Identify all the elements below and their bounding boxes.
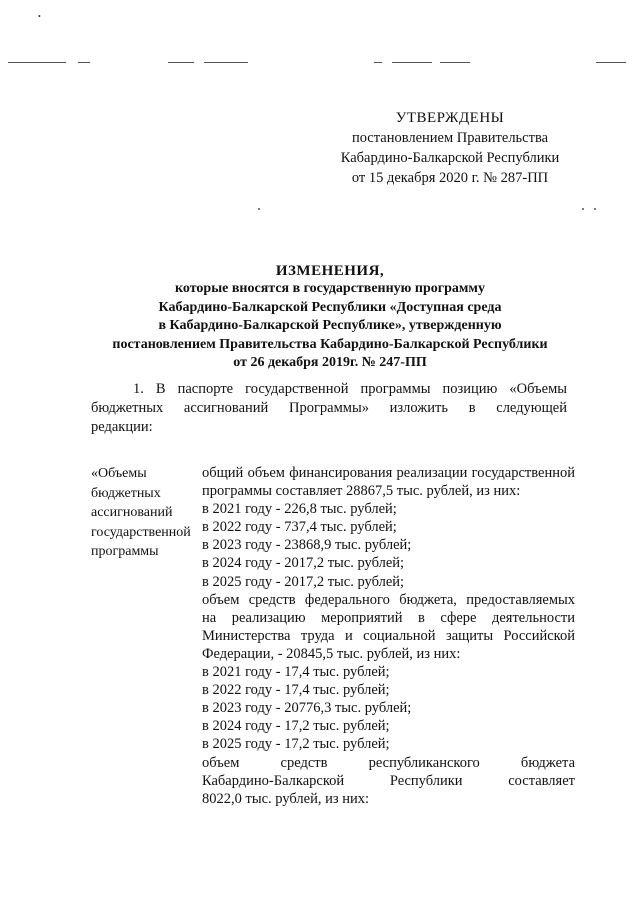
intro-paragraph <box>91 380 567 436</box>
document-title <box>80 262 580 372</box>
passport-value-line: Федерации, - 20845,5 тыс. рублей, из них: <box>202 645 461 662</box>
passport-value-line: объем средств республиканского бюджета <box>202 754 575 771</box>
passport-value-line: Кабардино-Балкарской Республики составляет <box>202 772 575 789</box>
title-line: которые вносятся в государственную программу <box>175 281 485 297</box>
passport-value-line: в 2023 году - 20776,3 тыс. рублей; <box>202 700 412 717</box>
scan-line <box>168 62 194 63</box>
passport-value-line: в 2021 году - 17,4 тыс. рублей; <box>202 664 390 681</box>
passport-value-line: в 2022 году - 737,4 тыс. рублей; <box>202 519 397 536</box>
passport-value-line: в 2021 году - 226,8 тыс. рублей; <box>202 501 397 518</box>
passport-value-line: в 2023 году - 23868,9 тыс. рублей; <box>202 537 412 554</box>
scan-line <box>440 62 470 63</box>
scan-line <box>78 62 90 63</box>
passport-label-line: программы <box>91 544 159 559</box>
scan-dot <box>582 208 584 210</box>
passport-label <box>91 464 195 562</box>
passport-value-line: в 2022 году - 17,4 тыс. рублей; <box>202 682 390 699</box>
passport-value-line: 8022,0 тыс. рублей, из них: <box>202 790 369 807</box>
approval-block <box>330 108 570 188</box>
passport-value-line: объем средств федерального бюджета, предоставляемых <box>202 591 575 608</box>
scan-line <box>596 62 626 63</box>
passport-label-line: государственной <box>91 524 191 540</box>
passport-value-line: общий объем финансирования реализации государственной <box>202 465 575 481</box>
title-line: постановлением Правительства Кабардино-Балкарской Республики <box>112 336 548 352</box>
scan-line <box>392 62 432 63</box>
title-line: от 26 декабря 2019г. № 247-ПП <box>233 355 427 371</box>
scan-line <box>8 62 66 63</box>
approval-line: постановлением Правительства <box>351 130 549 146</box>
title-heading: ИЗМЕНЕНИЯ, <box>275 263 385 279</box>
passport-value-line: на реализацию мероприятий в сфере деятельности <box>202 609 575 626</box>
passport-value <box>202 464 575 808</box>
scan-line <box>374 62 382 63</box>
passport-label-line: бюджетных <box>91 485 161 501</box>
approval-line: от 15 декабря 2020 г. № 287-ПП <box>351 170 549 186</box>
scan-line <box>204 62 248 63</box>
passport-value-line: в 2024 году - 2017,2 тыс. рублей; <box>202 555 405 572</box>
title-line: Кабардино-Балкарской Республики «Доступная среда <box>158 299 502 315</box>
passport-label-line: «Объемы <box>91 466 147 481</box>
intro-line: 1. В паспорте государственной программы позицию «Объемы <box>133 381 567 397</box>
scan-mark-top: • <box>38 12 41 21</box>
passport-value-line: Министерства труда и социальной защиты Российской <box>202 627 575 644</box>
passport-value-line: в 2025 году - 17,2 тыс. рублей; <box>202 736 390 753</box>
passport-label-line: ассигнований <box>91 505 173 520</box>
scan-dot <box>258 208 260 210</box>
intro-line: редакции: <box>91 418 153 435</box>
approval-word: УТВЕРЖДЕНЫ <box>395 110 505 126</box>
passport-value-line: в 2025 году - 2017,2 тыс. рублей; <box>202 573 405 590</box>
approval-line: Кабардино-Балкарской Республики <box>340 150 560 166</box>
scan-dot <box>594 208 596 210</box>
passport-value-line: в 2024 году - 17,2 тыс. рублей; <box>202 718 390 735</box>
title-line: в Кабардино-Балкарской Республике», утвержденную <box>158 318 502 334</box>
passport-value-line: программы составляет 28867,5 тыс. рублей, из них: <box>202 483 521 500</box>
intro-line: бюджетных ассигнований Программы» изложить в следующей <box>91 399 567 416</box>
